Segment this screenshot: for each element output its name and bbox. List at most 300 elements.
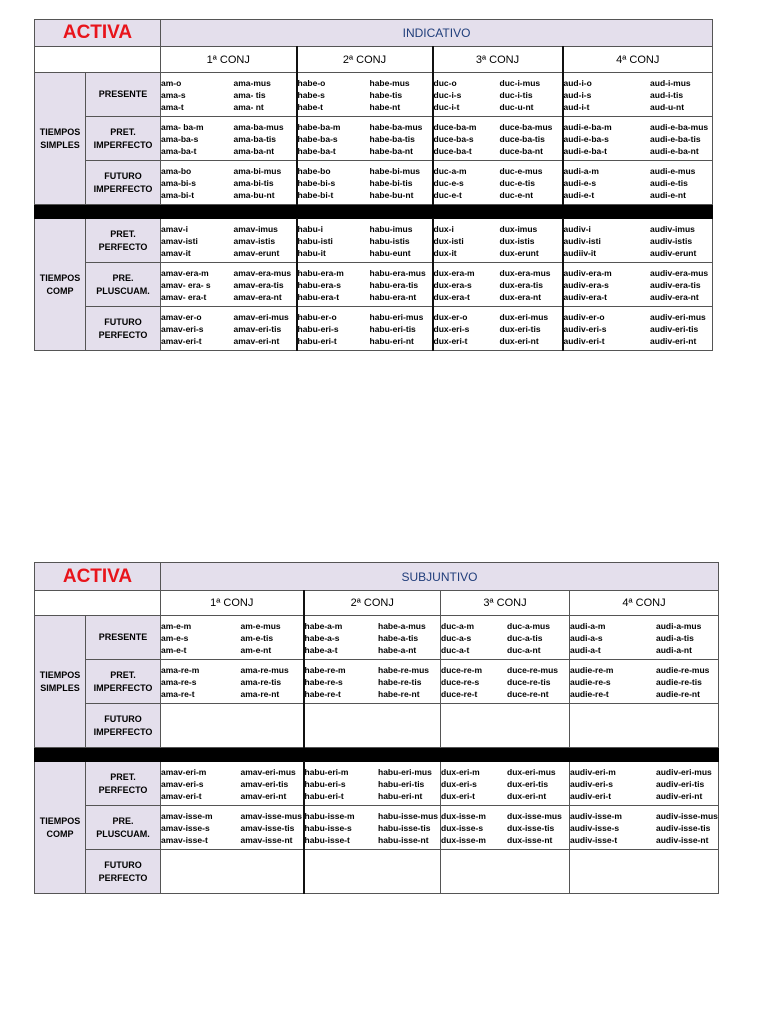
plural-form: ama-re-mus	[240, 664, 289, 675]
singular-form: ama-bi-s	[161, 177, 196, 188]
singular-form: dux-er-o	[433, 311, 468, 322]
conjugation-cell	[441, 660, 570, 704]
plural-form: amav-imus	[233, 223, 278, 234]
singular-form: audi-e-t	[563, 189, 595, 200]
conjugation-cell	[570, 762, 719, 806]
form-line	[434, 165, 562, 177]
plural-form: habu-era-tis	[369, 279, 419, 290]
singular-form: dux-isti	[433, 235, 464, 246]
singular-form: audiv-eri-t	[563, 335, 605, 346]
plural-form: duc-e-nt	[499, 189, 534, 200]
form-line	[161, 664, 303, 676]
singular-form: dux-era-t	[433, 291, 470, 302]
form-line	[298, 323, 432, 335]
form-line	[564, 77, 713, 89]
plural-form: habu-eri-nt	[369, 335, 414, 346]
singular-form: habu-isse-t	[304, 834, 350, 845]
form-line	[441, 688, 569, 700]
plural-form: aud-i-mus	[650, 77, 691, 88]
singular-form: duce-ba-t	[433, 145, 472, 156]
singular-form: habu-i	[297, 223, 323, 234]
plural-form: audi-a-nt	[656, 644, 692, 655]
form-line	[564, 291, 713, 303]
plural-form: duc-a-mus	[507, 620, 550, 631]
form-line	[434, 133, 562, 145]
conjugation-cell	[563, 219, 713, 263]
plural-form: amav-istis	[233, 235, 276, 246]
tense-row	[35, 117, 713, 161]
singular-form: habu-isse-m	[304, 810, 355, 821]
singular-form: audi-e-s	[563, 177, 597, 188]
form-line	[161, 133, 296, 145]
plural-form: habe-bi-tis	[369, 177, 413, 188]
form-line	[434, 279, 562, 291]
form-line	[305, 688, 441, 700]
conj-header-1: 1ª CONJ	[161, 47, 297, 73]
plural-form: amav-eri-mus	[233, 311, 289, 322]
plural-form: am-e-mus	[240, 620, 281, 631]
singular-form: habe-ba-s	[297, 133, 338, 144]
plural-form: audi-e-nt	[650, 189, 686, 200]
plural-form: audiv-eri-mus	[656, 766, 712, 777]
singular-form: am-e-s	[161, 632, 189, 643]
singular-form: dux-eri-t	[441, 790, 475, 801]
plural-form: habe-a-mus	[378, 620, 426, 631]
singular-form: habu-eri-s	[304, 778, 346, 789]
form-line	[564, 223, 713, 235]
plural-form: amav-eri-nt	[233, 335, 280, 346]
plural-form: amav-isse-tis	[240, 822, 295, 833]
form-line	[441, 620, 569, 632]
plural-form: ama-re-nt	[240, 688, 280, 699]
plural-form: ama-mus	[233, 77, 271, 88]
form-line	[298, 291, 432, 303]
plural-form: habe-a-tis	[378, 632, 419, 643]
conjugation-cell	[161, 161, 297, 205]
plural-form: ama-bi-mus	[233, 165, 282, 176]
conj-header-3: 3ª CONJ	[433, 47, 563, 73]
singular-form: amav-er-o	[161, 311, 202, 322]
plural-form: duce-ba-mus	[499, 121, 553, 132]
singular-form: duc-i-s	[433, 89, 462, 100]
singular-form: habe-ba-t	[297, 145, 336, 156]
plural-form: amav-era-tis	[233, 279, 284, 290]
singular-form: audiv-isse-m	[570, 810, 622, 821]
form-line	[161, 235, 296, 247]
singular-form: habu-er-o	[297, 311, 337, 322]
tense-row	[35, 616, 719, 660]
form-line	[298, 247, 432, 259]
plural-form: dux-eri-tis	[507, 778, 549, 789]
singular-form: duc-i-t	[433, 101, 460, 112]
singular-form: habu-isti	[297, 235, 333, 246]
form-line	[298, 335, 432, 347]
plural-form: audiv-era-tis	[650, 279, 701, 290]
group-label-comp: TIEMPOS COMP	[35, 762, 86, 894]
form-line	[441, 766, 569, 778]
rows-group-comp	[35, 762, 719, 894]
conjugation-cell	[433, 73, 563, 117]
singular-form: habe-re-t	[304, 688, 341, 699]
plural-form: audiv-eri-nt	[656, 790, 703, 801]
form-line	[434, 189, 562, 201]
form-line	[570, 834, 718, 846]
form-line	[570, 632, 718, 644]
tense-row	[35, 263, 713, 307]
singular-form: dux-isse-s	[441, 822, 484, 833]
conjugation-cell	[161, 806, 304, 850]
form-line	[564, 165, 713, 177]
plural-form: habe-a-nt	[378, 644, 417, 655]
singular-form: habu-era-s	[297, 279, 341, 290]
singular-form: dux-eri-s	[433, 323, 470, 334]
plural-form: amav-erunt	[233, 247, 280, 258]
tense-row	[35, 307, 713, 351]
plural-form: ama- tis	[233, 89, 266, 100]
form-line	[305, 620, 441, 632]
conj-header-4: 4ª CONJ	[563, 47, 713, 73]
plural-form: habe-ba-tis	[369, 133, 415, 144]
plural-form: audie-re-nt	[656, 688, 700, 699]
conjugation-cell	[297, 161, 433, 205]
conjugation-cell	[441, 616, 570, 660]
singular-form: habu-it	[297, 247, 326, 258]
indicativo-table	[34, 19, 713, 351]
conjugation-cell	[304, 704, 441, 748]
singular-form: amav-it	[161, 247, 191, 258]
singular-form: amav-eri-s	[161, 323, 204, 334]
singular-form: aud-i-t	[563, 101, 590, 112]
singular-form: habu-isse-s	[304, 822, 352, 833]
plural-form: audiv-eri-tis	[656, 778, 705, 789]
form-line	[161, 822, 303, 834]
form-line	[298, 77, 432, 89]
plural-form: dux-era-nt	[499, 291, 542, 302]
conjugation-cell	[570, 616, 719, 660]
plural-form: audiv-eri-nt	[650, 335, 697, 346]
form-line	[161, 89, 296, 101]
plural-form: duc-a-tis	[507, 632, 543, 643]
plural-form: amav-eri-tis	[233, 323, 282, 334]
plural-form: habu-era-nt	[369, 291, 417, 302]
plural-form: habe-ba-mus	[369, 121, 423, 132]
plural-form: audiv-era-nt	[650, 291, 699, 302]
form-line	[564, 279, 713, 291]
tense-row	[35, 806, 719, 850]
plural-form: dux-istis	[499, 235, 535, 246]
conjugation-cell	[563, 263, 713, 307]
conjugation-cell	[297, 219, 433, 263]
form-line	[564, 247, 713, 259]
conjugation-cell	[433, 307, 563, 351]
singular-form: duc-a-s	[441, 632, 472, 643]
singular-form: habu-eri-t	[297, 335, 337, 346]
plural-form: duce-re-nt	[507, 688, 549, 699]
tense-label: PRESENTE	[86, 616, 161, 660]
plural-form: dux-eri-mus	[499, 311, 549, 322]
form-line	[298, 101, 432, 113]
singular-form: ama-bo	[161, 165, 192, 176]
form-line	[441, 644, 569, 656]
singular-form: habu-eri-m	[304, 766, 349, 777]
plural-form: duc-u-nt	[499, 101, 534, 112]
form-line	[161, 834, 303, 846]
tense-row	[35, 850, 719, 894]
singular-form: habe-t	[297, 101, 323, 112]
singular-form: audiv-eri-s	[563, 323, 607, 334]
plural-form: habe-mus	[369, 77, 410, 88]
singular-form: aud-i-s	[563, 89, 592, 100]
plural-form: habu-eunt	[369, 247, 411, 258]
plural-form: dux-erunt	[499, 247, 539, 258]
conjugation-cell	[563, 117, 713, 161]
singular-form: dux-isse-m	[441, 810, 486, 821]
singular-form: duc-o	[433, 77, 457, 88]
singular-form: audi-a-m	[563, 165, 599, 176]
plural-form: audi-e-ba-nt	[650, 145, 699, 156]
form-line	[434, 267, 562, 279]
plural-form: audiv-imus	[650, 223, 695, 234]
conjugation-cell	[304, 616, 441, 660]
plural-form: habe-tis	[369, 89, 403, 100]
singular-form: duc-e-t	[433, 189, 462, 200]
plural-form: ama-ba-mus	[233, 121, 284, 132]
conjugation-cell	[441, 704, 570, 748]
plural-form: duce-re-mus	[507, 664, 559, 675]
mood-title: INDICATIVO	[161, 20, 713, 47]
singular-form: ama-ba-t	[161, 145, 197, 156]
singular-form: amav-eri-t	[161, 335, 202, 346]
plural-form: habe-bu-nt	[369, 189, 414, 200]
form-line	[305, 834, 441, 846]
form-line	[434, 101, 562, 113]
form-line	[305, 632, 441, 644]
singular-form: habu-eri-s	[297, 323, 339, 334]
conjugation-cell	[433, 219, 563, 263]
singular-form: audi-a-m	[570, 620, 606, 631]
activa-title: ACTIVA	[35, 563, 161, 591]
tense-row	[35, 704, 719, 748]
plural-form: dux-eri-tis	[499, 323, 541, 334]
singular-form: dux-eri-t	[433, 335, 468, 346]
singular-form: duce-ba-s	[433, 133, 474, 144]
plural-form: habu-eri-tis	[369, 323, 416, 334]
form-line	[305, 644, 441, 656]
conjugation-cell	[297, 263, 433, 307]
plural-form: ama-ba-tis	[233, 133, 277, 144]
plural-form: habu-imus	[369, 223, 413, 234]
form-line	[564, 335, 713, 347]
singular-form: amav-isse-t	[161, 834, 208, 845]
form-line	[434, 89, 562, 101]
plural-form: audi-e-mus	[650, 165, 696, 176]
singular-form: audiv-i	[563, 223, 591, 234]
tense-label: PRET. IMPERFECTO	[86, 117, 161, 161]
singular-form: habu-eri-t	[304, 790, 344, 801]
singular-form: am-e-t	[161, 644, 187, 655]
conjugation-cell	[304, 806, 441, 850]
plural-form: audiv-isse-tis	[656, 822, 711, 833]
singular-form: ama-t	[161, 101, 184, 112]
conj-header-2: 2ª CONJ	[304, 591, 441, 616]
form-line	[564, 89, 713, 101]
form-line	[161, 121, 296, 133]
form-line	[570, 620, 718, 632]
form-line	[305, 790, 441, 802]
form-line	[298, 121, 432, 133]
form-line	[161, 77, 296, 89]
singular-form: habe-a-s	[304, 632, 340, 643]
singular-form: amav-eri-t	[161, 790, 202, 801]
plural-form: amav-eri-nt	[240, 790, 287, 801]
singular-form: duce-re-s	[441, 676, 480, 687]
form-line	[434, 121, 562, 133]
form-line	[298, 133, 432, 145]
conjugation-cell	[433, 117, 563, 161]
conjugation-cell	[297, 307, 433, 351]
plural-form: am-e-nt	[240, 644, 272, 655]
form-line	[441, 676, 569, 688]
form-line	[570, 644, 718, 656]
singular-form: amav-era-m	[161, 267, 209, 278]
form-line	[161, 688, 303, 700]
activa-title: ACTIVA	[35, 20, 161, 47]
form-line	[434, 177, 562, 189]
form-line	[441, 810, 569, 822]
plural-form: audiv-isse-nt	[656, 834, 709, 845]
plural-form: dux-eri-nt	[507, 790, 547, 801]
form-line	[161, 279, 296, 291]
plural-form: habu-eri-mus	[369, 311, 424, 322]
singular-form: dux-i	[433, 223, 454, 234]
conjugation-cell	[563, 73, 713, 117]
plural-form: amav-eri-tis	[240, 778, 289, 789]
plural-form: dux-isse-tis	[507, 822, 555, 833]
singular-form: audiv-eri-m	[570, 766, 616, 777]
form-line	[298, 145, 432, 157]
form-line	[161, 165, 296, 177]
conjugation-cell	[161, 762, 304, 806]
singular-form: duc-a-m	[441, 620, 475, 631]
form-line	[161, 766, 303, 778]
singular-form: audiv-eri-t	[570, 790, 612, 801]
singular-form: dux-era-m	[433, 267, 475, 278]
conjugation-cell	[433, 263, 563, 307]
form-line	[161, 620, 303, 632]
singular-form: audiv-era-t	[563, 291, 607, 302]
plural-form: habu-isse-nt	[378, 834, 429, 845]
singular-form: habu-era-t	[297, 291, 340, 302]
plural-form: habu-eri-tis	[378, 778, 425, 789]
singular-form: habe-a-m	[304, 620, 343, 631]
form-line	[298, 267, 432, 279]
singular-form: dux-it	[433, 247, 457, 258]
form-line	[564, 267, 713, 279]
form-line	[434, 323, 562, 335]
form-line	[305, 822, 441, 834]
plural-form: audiv-erunt	[650, 247, 697, 258]
form-line	[564, 323, 713, 335]
singular-form: duce-re-m	[441, 664, 483, 675]
plural-form: ama-re-tis	[240, 676, 282, 687]
singular-form: habe-bi-t	[297, 189, 334, 200]
tense-row	[35, 73, 713, 117]
singular-form: habe-bo	[297, 165, 331, 176]
form-line	[298, 279, 432, 291]
conjugation-cell	[161, 850, 304, 894]
conjugation-cell	[161, 219, 297, 263]
singular-form: audie-re-s	[570, 676, 611, 687]
plural-form: audi-a-mus	[656, 620, 702, 631]
singular-form: audi-e-ba-s	[563, 133, 609, 144]
plural-form: amav-era-mus	[233, 267, 292, 278]
singular-form: audi-e-ba-t	[563, 145, 607, 156]
plural-form: duce-ba-nt	[499, 145, 543, 156]
form-line	[161, 189, 296, 201]
conjugation-cell	[570, 704, 719, 748]
singular-form: dux-isse-m	[441, 834, 486, 845]
plural-form: amav-era-nt	[233, 291, 282, 302]
plural-form: ama- nt	[233, 101, 264, 112]
tense-label: FUTURO PERFECTO	[86, 850, 161, 894]
corner-cell	[35, 591, 161, 616]
form-line	[161, 676, 303, 688]
form-line	[441, 632, 569, 644]
form-line	[161, 632, 303, 644]
singular-form: audiv-era-s	[563, 279, 609, 290]
plural-form: amav-eri-mus	[240, 766, 296, 777]
singular-form: habe-a-t	[304, 644, 338, 655]
plural-form: habe-re-mus	[378, 664, 430, 675]
plural-form: dux-imus	[499, 223, 538, 234]
form-line	[564, 101, 713, 113]
singular-form: amav- era- s	[161, 279, 211, 290]
form-line	[564, 133, 713, 145]
plural-form: habe-bi-mus	[369, 165, 421, 176]
form-line	[305, 664, 441, 676]
form-line	[305, 676, 441, 688]
plural-form: audi-a-tis	[656, 632, 694, 643]
singular-form: dux-era-s	[433, 279, 472, 290]
conjugation-cell	[297, 73, 433, 117]
form-line	[298, 177, 432, 189]
rows-group-simples	[35, 73, 713, 205]
tense-row	[35, 161, 713, 205]
form-line	[434, 335, 562, 347]
tense-label: PRET. PERFECTO	[86, 762, 161, 806]
plural-form: duc-e-tis	[499, 177, 535, 188]
plural-form: dux-isse-nt	[507, 834, 553, 845]
conjugation-cell	[161, 660, 304, 704]
singular-form: ama-s	[161, 89, 186, 100]
singular-form: duce-ba-m	[433, 121, 477, 132]
conjugation-cell	[297, 117, 433, 161]
plural-form: dux-eri-nt	[499, 335, 539, 346]
singular-form: audi-a-s	[570, 632, 603, 643]
singular-form: aud-i-o	[563, 77, 592, 88]
mood-title: SUBJUNTIVO	[161, 563, 719, 591]
conjugation-cell	[161, 704, 304, 748]
plural-form: duc-i-tis	[499, 89, 533, 100]
conjugation-cell	[441, 806, 570, 850]
singular-form: duce-re-t	[441, 688, 478, 699]
singular-form: ama-re-s	[161, 676, 197, 687]
singular-form: ama-bi-t	[161, 189, 195, 200]
conjugation-cell	[161, 117, 297, 161]
conj-header-3: 3ª CONJ	[441, 591, 570, 616]
form-line	[441, 834, 569, 846]
separator-bar	[35, 205, 713, 219]
